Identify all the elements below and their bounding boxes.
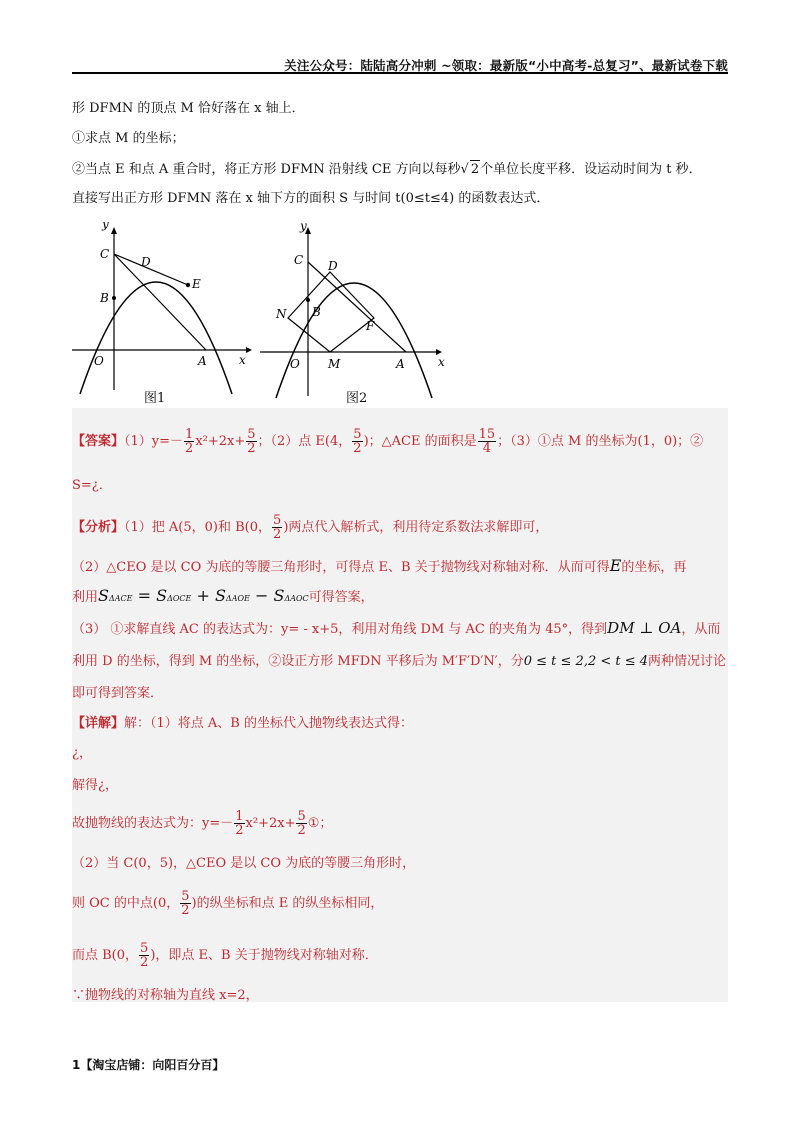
fig1-label-D: D — [141, 255, 151, 269]
fig2-label-A: A — [396, 357, 405, 371]
frac-num: 5 — [297, 809, 306, 824]
fig2-label-B: B — [312, 305, 321, 319]
question-line-3 — [72, 160, 702, 179]
analysis-4b: DM ⊥ OA — [607, 619, 682, 637]
fig1-label-B: B — [100, 291, 109, 305]
frac-num: 5 — [273, 513, 282, 528]
frac-den: 2 — [273, 527, 282, 542]
detail-tag: 【详解】 — [72, 716, 125, 731]
fig1-line-CE — [114, 254, 188, 285]
frac-den: 2 — [247, 441, 256, 456]
fig2-label-N: N — [276, 307, 287, 321]
sqrt-symbol: √ — [460, 162, 469, 177]
sub-ACE: ΔACE — [108, 594, 133, 603]
sub-OCE: ΔOCE — [167, 594, 192, 603]
fig2-label-D: D — [328, 259, 338, 273]
detail-line-6 — [72, 890, 383, 917]
detail-line-8: ∵抛物线的对称轴为直线 x=2， — [72, 988, 259, 1003]
fig1-label-C: C — [100, 247, 110, 261]
answer-part-1: （1）y=－ — [124, 434, 184, 449]
fig1-label-A: A — [198, 354, 207, 368]
page-footer: 1【淘宝店铺：向阳百分百】 — [72, 1058, 225, 1072]
header-rule — [72, 72, 728, 74]
detail-line-2: ¿， — [72, 746, 92, 761]
analysis-5c: 两种情况讨论 — [648, 654, 727, 669]
plus-sym: + — [196, 586, 210, 605]
analysis-2b: E — [609, 556, 622, 575]
answer-tag: 【答案】 — [72, 434, 125, 449]
analysis-line-3 — [72, 586, 374, 605]
answer-line-2: S=¿． — [72, 478, 112, 493]
analysis-2c: 的坐标，再 — [621, 560, 687, 575]
analysis-line-2 — [72, 556, 686, 575]
fraction-fifteen-quarters — [478, 428, 497, 455]
frac-num: 1 — [185, 427, 194, 442]
figures — [64, 222, 464, 408]
question-line-3a: ②当点 E 和点 A 重合时，将正方形 DFMN 沿射线 CE 方向以每秒 — [72, 162, 461, 177]
minus-sym: − — [254, 586, 269, 605]
fraction-five-halves-3 — [272, 514, 282, 541]
fraction-five-halves — [246, 428, 256, 455]
fraction-five-halves-6 — [139, 942, 149, 969]
page-header: 关注公众号：陆陆高分冲刺 ~领取：最新版“小中高考-总复习”、最新试卷下载 — [284, 58, 728, 73]
sqrt-value: 2 — [470, 162, 480, 177]
analysis-5b: 0 ≤ t ≤ 2,2 < t ≤ 4 — [523, 654, 649, 669]
detail-line-5: （2）当 C(0，5)，△CEO 是以 CO 为底的等腰三角形时， — [72, 856, 416, 871]
analysis-tag: 【分析】 — [72, 520, 125, 535]
fig2-caption: 图2 — [346, 391, 368, 406]
analysis-1b: )两点代入解析式，利用待定系数法求解即可， — [283, 520, 549, 535]
frac-den: 2 — [297, 823, 306, 838]
detail-line-1 — [72, 712, 413, 731]
S-sym: S — [156, 586, 168, 605]
fig2-label-y: y — [300, 222, 307, 233]
detail-1: 解：（1）将点 A、B 的坐标代入抛物线表达式得： — [124, 716, 413, 731]
fraction-half — [184, 428, 194, 455]
sub-AOC: ΔAOC — [284, 594, 309, 603]
frac-den: 2 — [185, 441, 194, 456]
fig2-label-O: O — [290, 357, 300, 371]
analysis-5a: 利用 D 的坐标，得到 M 的坐标，②设正方形 MFDN 平移后为 M′F′D′N′，分 — [72, 654, 524, 669]
frac-den: 2 — [235, 823, 244, 838]
detail-line-7 — [72, 942, 378, 969]
detail-4a: 故抛物线的表达式为：y=－ — [72, 816, 234, 831]
analysis-line-5 — [72, 650, 726, 669]
frac-den: 2 — [353, 441, 362, 456]
frac-num: 15 — [478, 427, 496, 442]
detail-6a: 则 OC 的中点(0， — [72, 896, 180, 911]
detail-7a: 而点 B(0， — [72, 948, 139, 963]
fig1-y-arrow — [111, 227, 117, 234]
analysis-4c: ，从而 — [681, 622, 721, 637]
figure-1 — [72, 222, 252, 394]
fig1-x-arrow — [246, 347, 252, 353]
formula-area — [98, 586, 309, 605]
fig2-label-M: M — [328, 357, 341, 371]
question-line-2: ①求点 M 的坐标； — [72, 131, 185, 146]
fig2-label-C: C — [294, 253, 304, 267]
frac-num: 5 — [140, 941, 149, 956]
fraction-half-2 — [234, 810, 244, 837]
fig2-line-CA — [308, 262, 406, 352]
fig1-line-CA — [114, 254, 206, 350]
detail-6b: )的纵坐标和点 E 的纵坐标相同， — [191, 896, 384, 911]
analysis-line-6: 即可得到答案． — [72, 686, 164, 701]
question-line-3c: 个单位长度平移．设运动时间为 t 秒． — [480, 162, 702, 177]
S-sym: S — [214, 586, 226, 605]
analysis-2a: （2）△CEO 是以 CO 为底的等腰三角形时，可得点 E、B 关于抛物线对称轴对称．从而可得 — [72, 560, 610, 575]
S-sym: S — [98, 586, 109, 605]
detail-line-4 — [72, 810, 332, 837]
frac-den: 2 — [140, 955, 149, 970]
answer-line-1 — [72, 428, 703, 455]
fraction-five-halves-4 — [296, 810, 306, 837]
fraction-five-halves-2 — [352, 428, 362, 455]
answer-part-1b: x²+2x+ — [195, 434, 246, 449]
answer-part-2: ；（2）点 E(4， — [257, 434, 352, 449]
analysis-line-4 — [72, 618, 720, 637]
fig2-point-B — [306, 298, 310, 302]
analysis-line-1 — [72, 514, 548, 541]
analysis-3a: 利用 — [72, 590, 99, 605]
analysis-3b: 可得答案， — [308, 590, 374, 605]
frac-num: 5 — [181, 889, 190, 904]
fig1-label-E: E — [192, 277, 201, 291]
question-line-4: 直接写出正方形 DFMN 落在 x 轴下方的面积 S 与时间 t(0≤t≤4) 的函数表达式． — [72, 191, 550, 206]
fig1-caption: 图1 — [144, 391, 166, 406]
detail-4c: ①； — [307, 816, 333, 831]
frac-num: 5 — [247, 427, 256, 442]
fig2-parabola — [276, 283, 432, 398]
analysis-1a: （1）把 A(5，0)和 B(0， — [124, 520, 272, 535]
sub-AOE: ΔAOE — [225, 594, 250, 603]
fig1-point-B — [112, 296, 116, 300]
fig1-label-O: O — [94, 354, 104, 368]
answer-part-4: ；（3）①点 M 的坐标为(1，0)；② — [497, 434, 704, 449]
frac-num: 5 — [353, 427, 362, 442]
question-line-1: 形 DFMN 的顶点 M 恰好落在 x 轴上． — [72, 101, 305, 116]
fig2-label-x: x — [438, 355, 445, 369]
detail-line-3: 解得¿， — [72, 778, 118, 793]
fig1-label-y: y — [102, 222, 109, 231]
frac-den: 4 — [482, 441, 491, 456]
S-sym: S — [273, 586, 285, 605]
figure-2 — [260, 222, 445, 398]
frac-num: 1 — [235, 809, 244, 824]
frac-den: 2 — [181, 903, 190, 918]
answer-part-3: )；△ACE 的面积是 — [363, 434, 477, 449]
detail-4b: x²+2x+ — [245, 816, 296, 831]
detail-7b: )，即点 E、B 关于抛物线对称轴对称． — [150, 948, 378, 963]
fig2-label-F: F — [366, 319, 375, 333]
fraction-five-halves-5 — [180, 890, 190, 917]
fig1-point-E — [186, 283, 190, 287]
eq-sym: = — [137, 586, 151, 605]
fig1-label-x: x — [239, 353, 246, 367]
analysis-4a: （3） ①求解直线 AC 的表达式为：y= - x+5，利用对角线 DM 与 AC 的夹角为 45°，得到 — [72, 622, 608, 637]
